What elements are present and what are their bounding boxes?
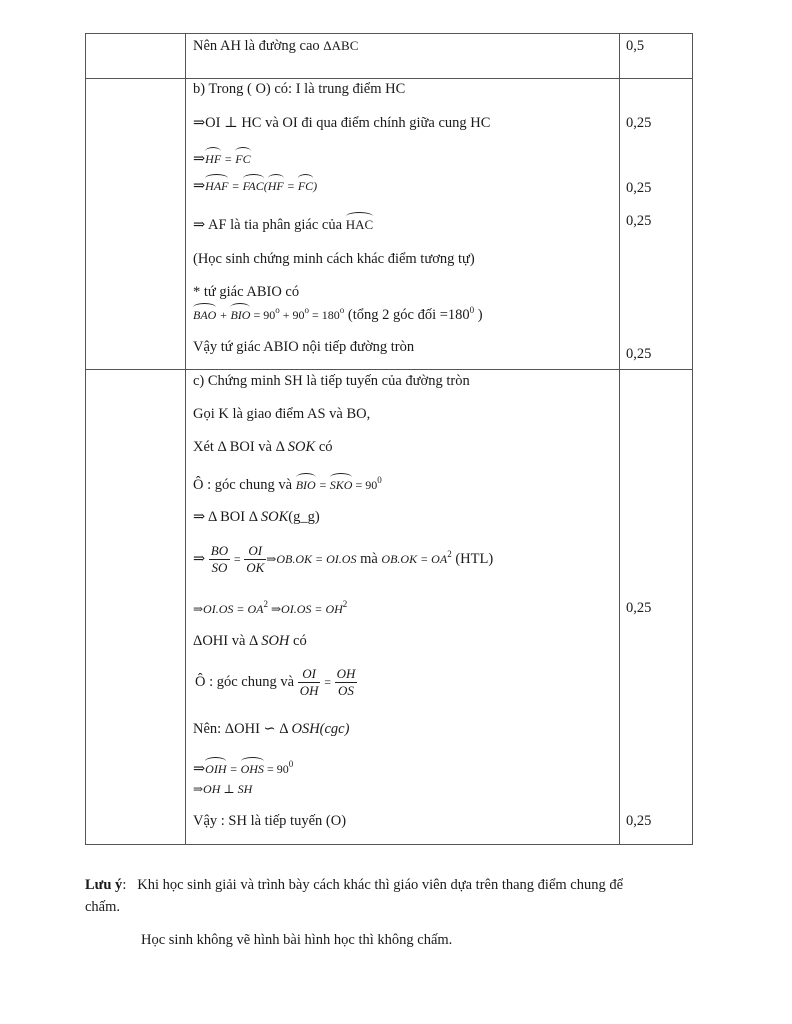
row2-score-3: 0,25 — [626, 213, 652, 229]
table-border-bottom — [85, 844, 693, 845]
row2-score-2: 0,25 — [626, 180, 652, 196]
row3-line10: Nên: ΔOHI ∽ Δ OSH(cgc) — [193, 721, 350, 737]
table-border-left — [85, 33, 86, 845]
table-divider-col2 — [619, 33, 620, 845]
row2-line7: * tứ giác ABIO có — [193, 284, 300, 300]
table-border-right — [692, 33, 693, 845]
row2-line4: ⇒HAF = FAC(HF = FC) — [193, 178, 318, 194]
row2-line2: ⇒OI ⊥ HC và OI đi qua điểm chính giữa cung HC — [193, 115, 491, 131]
row1-text: Nên AH là đường cao ΔABC — [193, 38, 359, 54]
row2-score-4: 0,25 — [626, 346, 652, 362]
row3-score-1: 0,25 — [626, 600, 652, 616]
row3-line2: Gọi K là giao điểm AS và BO, — [193, 406, 371, 422]
row3-line6: ⇒ $\frac{BO}{SO}$ = $\frac{OI}{OK}$ ⇒OB.OK = OI.OS mà $OB.OK = OA^2$ (HTL) — [193, 543, 494, 575]
row3-line13: Vậy : SH là tiếp tuyến (O) — [193, 813, 347, 829]
note-line2: Học sinh không vẽ hình bài hình học thì không chấm. — [141, 932, 453, 948]
row3-line9: Ô : góc chung và $\frac{OI}{OH}$ = $\frac{OH}{OS}$ — [195, 666, 356, 698]
row3-score-2: 0,25 — [626, 813, 652, 829]
row2-line5: ⇒ AF là tia phân giác của HAC — [193, 217, 374, 233]
fraction-oi-oh: $\frac{OI}{OH}$ — [299, 666, 319, 698]
note-label: Lưu ý — [85, 877, 123, 893]
row3-line1: c) Chứng minh SH là tiếp tuyến của đường tròn — [193, 373, 470, 389]
row1-score: 0,5 — [626, 38, 645, 54]
fraction-bo-so: $\frac{BO}{SO}$ — [210, 543, 229, 575]
row2-line8: BAO + BIO = $90^o + 90^o = 180^o$ (tổng 2 góc đối $=180^0$ ) — [193, 305, 483, 323]
note-line1b: chấm. — [85, 899, 121, 915]
row2-line1: b) Trong ( O) có: I là trung điểm HC — [193, 81, 406, 97]
row2-line3: ⇒HF = FC — [193, 151, 251, 167]
row2-score-1: 0,25 — [626, 115, 652, 131]
row2-line6: (Học sinh chứng minh cách khác điểm tương tự) — [193, 251, 475, 267]
table-row-divider-2 — [85, 369, 693, 370]
fraction-oi-ok: $\frac{OI}{OK}$ — [246, 543, 265, 575]
row2-line9: Vậy tứ giác ABIO nội tiếp đường tròn — [193, 339, 415, 355]
row3-line7: ⇒OI.OS = $OA^2$ ⇒OI.OS = $OH^2$ — [193, 599, 348, 616]
row3-line8: ΔOHI và Δ SOH có — [193, 633, 307, 649]
row3-line12: ⇒OH ⊥ SH — [193, 782, 253, 796]
row3-line5: ⇒ Δ BOI Δ SOK(g_g) — [193, 509, 320, 525]
fraction-oh-os: $\frac{OH}{OS}$ — [336, 666, 356, 698]
row3-line11: ⇒OIH = OHS = $90^0$ — [193, 759, 294, 777]
table-border-top — [85, 33, 693, 34]
note-line1: Lưu ý: Khi học sinh giải và trình bày cách khác thì giáo viên dựa trên thang điểm chung để — [85, 877, 624, 893]
grading-table — [85, 33, 693, 845]
row3-line3: Xét Δ BOI và Δ SOK có — [193, 439, 333, 455]
row3-line4: Ô : góc chung và BIO = SKO = $90^0$ — [193, 475, 382, 493]
table-row-divider-1 — [85, 78, 693, 79]
table-divider-col1 — [185, 33, 186, 845]
